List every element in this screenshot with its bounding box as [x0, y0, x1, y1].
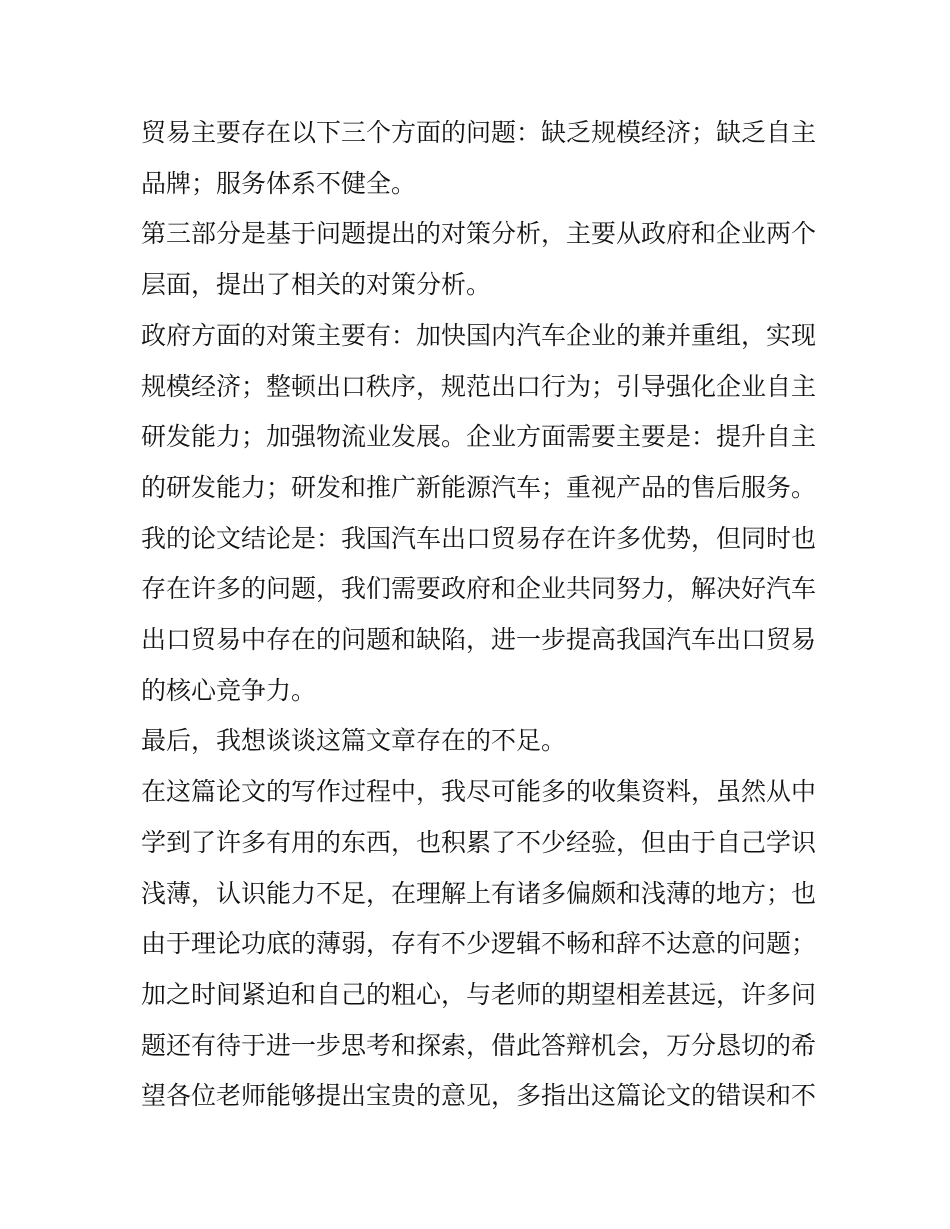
text-line: 贸易主要存在以下三个方面的问题：缺乏规模经济；缺乏自主 [141, 118, 817, 147]
text-line: 题还有待于进一步思考和探索，借此答辩机会，万分恳切的希 [141, 1030, 817, 1060]
text-line: 出口贸易中存在的问题和缺陷，进一步提高我国汽车出口贸易 [141, 625, 817, 655]
document-body-text [141, 108, 816, 1122]
text-line: 由于理论功底的薄弱，存有不少逻辑不畅和辞不达意的问题； [141, 929, 817, 959]
text-line: 在这篇论文的写作过程中，我尽可能多的收集资料，虽然从中 [141, 777, 817, 807]
text-line: 品牌；服务体系不健全。 [141, 168, 417, 198]
text-line: 政府方面的对策主要有：加快国内汽车企业的兼并重组，实现 [141, 320, 817, 350]
text-line: 的核心竞争力。 [141, 675, 317, 705]
text-line: 规模经济；整顿出口秩序，规范出口行为；引导强化企业自主 [141, 371, 817, 401]
text-line: 研发能力；加强物流业发展。企业方面需要主要是：提升自主 [141, 422, 817, 452]
text-line: 存在许多的问题，我们需要政府和企业共同努力，解决好汽车 [141, 574, 817, 604]
text-line: 的研发能力；研发和推广新能源汽车；重视产品的售后服务。 [141, 472, 817, 502]
text-line: 层面，提出了相关的对策分析。 [141, 270, 492, 300]
text-line: 我的论文结论是：我国汽车出口贸易存在许多优势，但同时也 [141, 523, 817, 553]
text-line: 学到了许多有用的东西，也积累了不少经验，但由于自己学识 [141, 827, 817, 857]
text-line: 加之时间紧迫和自己的粗心，与老师的期望相差甚远，许多问 [141, 979, 817, 1009]
text-line: 望各位老师能够提出宝贵的意见，多指出这篇论文的错误和不 [141, 1081, 817, 1111]
text-line: 第三部分是基于问题提出的对策分析，主要从政府和企业两个 [141, 219, 817, 249]
text-line: 最后，我想谈谈这篇文章存在的不足。 [141, 726, 567, 756]
text-line: 浅薄，认识能力不足，在理解上有诸多偏颇和浅薄的地方；也 [141, 878, 817, 908]
